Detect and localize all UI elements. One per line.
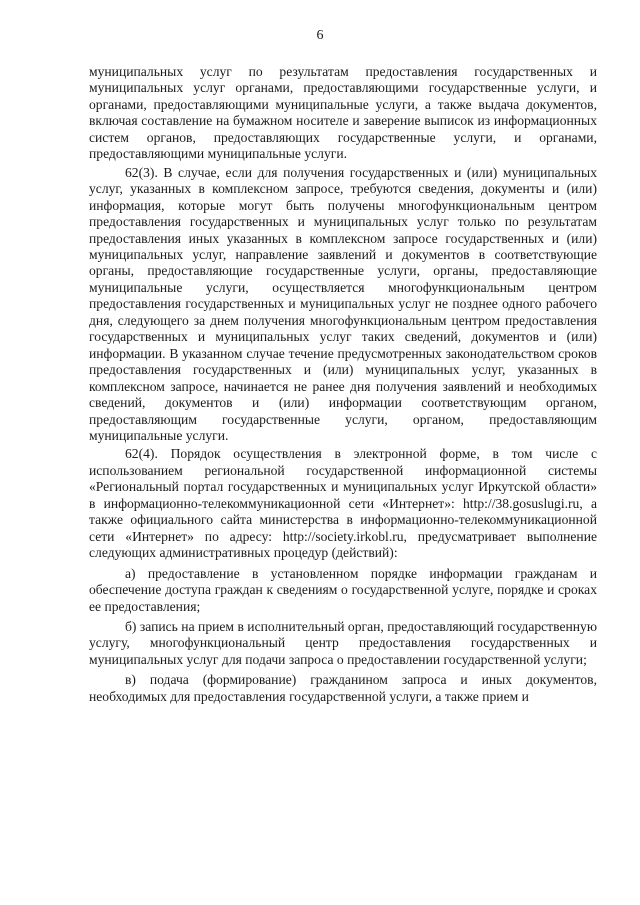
document-body <box>89 64 597 705</box>
paragraph-continuation: муниципальных услуг по результатам предоставления государственных и муниципальных услуг органами, предоставляющими государственные услуги, и органами, предоставляющими муниципальные услуги, а также выдача документов, включая составление на бумажном носителе и заверение выписок из информационных систем органов, предоставляющих государственные услуги, и органами, предоставляющими муниципальные услуги. <box>89 64 597 162</box>
paragraph-62-4: 62(4). Порядок осуществления в электронной форме, в том числе с использованием региональной государственной информационной системы «Региональный портал государственных и муниципальных услуг Иркутской области» в информационно-телекоммуникационной сети «Интернет»: http://38.gosuslugi.ru, а также официального сайта министерства в информационно-телекоммуникационной сети «Интернет» по адресу: http://society.irkobl.ru, предусматривает выполнение следующих административных процедур (действий): <box>89 446 597 561</box>
paragraph-62-3: 62(3). В случае, если для получения государственных и (или) муниципальных услуг, указанных в комплексном запросе, требуются сведения, документы и (или) информация, которые могут быть получены многофункциональным центром предоставления государственных и муниципальных услуг только по результатам предоставления иных указанных в комплексном запросе государственных и (или) муниципальных услуг, направление заявлений и документов в соответствующие органы, предоставляющие государственные услуги, органы, предоставляющие муниципальные услуги, осуществляется многофункциональным центром предоставления государственных и муниципальных услуг не позднее одного рабочего дня, следующего за днем получения многофункциональным центром предоставления государственных и муниципальных услуг таких сведений, документов и (или) информации. В указанном случае течение предусмотренных законодательством сроков предоставления государственных и (или) муниципальных услуг, указанных в комплексном запросе, начинается не ранее дня получения заявлений и необходимых сведений, документов и (или) информации соответствующим органом, предоставляющим государственные услуги, органом, предоставляющим муниципальные услуги. <box>89 164 597 443</box>
list-item-b: б) запись на прием в исполнительный орган, предоставляющий государственную услугу, многофункциональный центр предоставления государственных и муниципальных услуг для подачи запроса о предоставлении государственной услуги; <box>89 618 597 667</box>
list-item-a: а) предоставление в установленном порядке информации гражданам и обеспечение доступа граждан к сведениям о государственной услуге, порядке и сроках ее предоставления; <box>89 565 597 614</box>
page-number: 6 <box>316 28 324 43</box>
list-item-v: в) подача (формирование) гражданином запроса и иных документов, необходимых для предоставления государственной услуги, а также прием и <box>89 672 597 704</box>
